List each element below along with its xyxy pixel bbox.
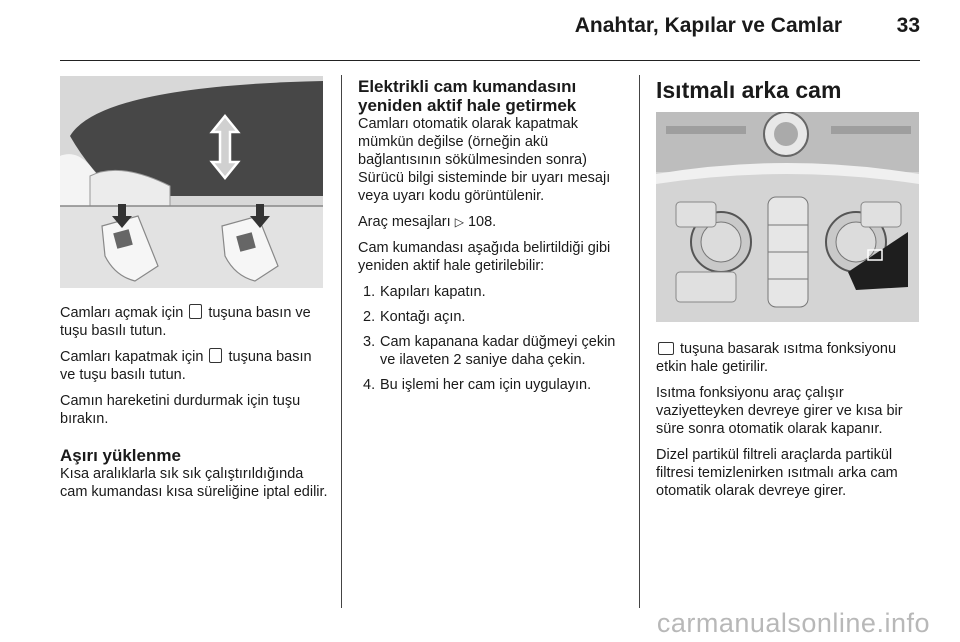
- diesel-filter-paragraph: Dizel partikül filtreli araçlarda partikül filtresi temizlenirken ısıtmalı arka cam otomatik olarak devreye girer.: [656, 447, 898, 499]
- window-up-symbol-icon: [189, 304, 202, 319]
- page-reference-arrow-icon: ▷: [454, 215, 464, 229]
- page-header-title: Anahtar, Kapılar ve Camlar: [574, 14, 842, 37]
- page-number: 33: [896, 14, 920, 37]
- reactivate-instructions-paragraph: Cam kumandası aşağıda belirtildiği gibi yeniden aktif hale getirilebilir:: [358, 240, 611, 274]
- column-divider: [341, 75, 342, 608]
- window-switch-figure: [60, 76, 323, 288]
- heated-rear-window-heading: Isıtmalı arka cam: [656, 77, 842, 103]
- reactivation-steps-list: [358, 283, 624, 394]
- reactivate-heading: Elektrikli cam kumandasını yeniden aktif hale getirmek: [358, 77, 577, 115]
- vehicle-messages-label: Araç mesajları: [358, 214, 451, 230]
- reactivate-intro-paragraph: Camları otomatik olarak kapatmak mümkün değilse (örneğin akü bağlantısının sökülmesinden sonra) Sürücü bilgi sisteminde bir uyarı mesajı veya uyarı kodu görüntülenir.: [358, 116, 611, 204]
- overload-heading: Aşırı yüklenme: [60, 446, 181, 465]
- left-column-text: [60, 304, 328, 509]
- defrost-activate-paragraph: [656, 340, 922, 376]
- open-window-text-start: Camları açmak için: [60, 305, 184, 321]
- rear-window-heating-symbol-icon: [658, 342, 674, 355]
- defrost-function-paragraph: Isıtma fonksiyonu araç çalışır vaziyetteyken devreye girer ve kısa bir süre sonra otomatik olarak kapanır.: [656, 385, 903, 437]
- list-item: 2. Kontağı açın.: [363, 309, 466, 325]
- vehicle-messages-page-ref: 108.: [467, 214, 497, 230]
- close-window-paragraph: [60, 348, 328, 384]
- close-window-text-start: Camları kapatmak için: [60, 349, 204, 365]
- open-window-paragraph: [60, 304, 328, 340]
- defrost-activate-text: tuşuna basarak ısıtma fonksiyonu etkin hale getirilir.: [656, 341, 897, 375]
- right-column-text: [656, 340, 922, 508]
- overload-paragraph: Kısa aralıklarla sık sık çalıştırıldığında cam kumandası kısa süreliğine iptal edilir.: [60, 466, 328, 500]
- middle-column-text: [358, 77, 624, 401]
- vehicle-messages-reference: [358, 213, 624, 231]
- list-item: 3. Cam kapanana kadar düğmeyi çekin ve ilaveten 2 saniye daha çekin.: [363, 334, 616, 368]
- climate-control-panel-icon: [656, 112, 919, 322]
- column-divider: [639, 75, 640, 608]
- open-window-text-end: tuşuna basın ve tuşu basılı tutun.: [60, 305, 311, 339]
- list-item: 1. Kapıları kapatın.: [363, 284, 486, 300]
- header-divider: [60, 60, 920, 61]
- window-switch-illustration: [60, 76, 323, 288]
- list-item: 4. Bu işlemi her cam için uygulayın.: [363, 377, 592, 393]
- stop-window-paragraph: Camın hareketini durdurmak için tuşu bırakın.: [60, 393, 301, 427]
- climate-panel-figure: [656, 112, 919, 322]
- close-window-text-end: tuşuna basın ve tuşu basılı tutun.: [60, 349, 312, 383]
- watermark: carmanualsonline.info: [656, 608, 930, 638]
- window-down-symbol-icon: [209, 348, 222, 363]
